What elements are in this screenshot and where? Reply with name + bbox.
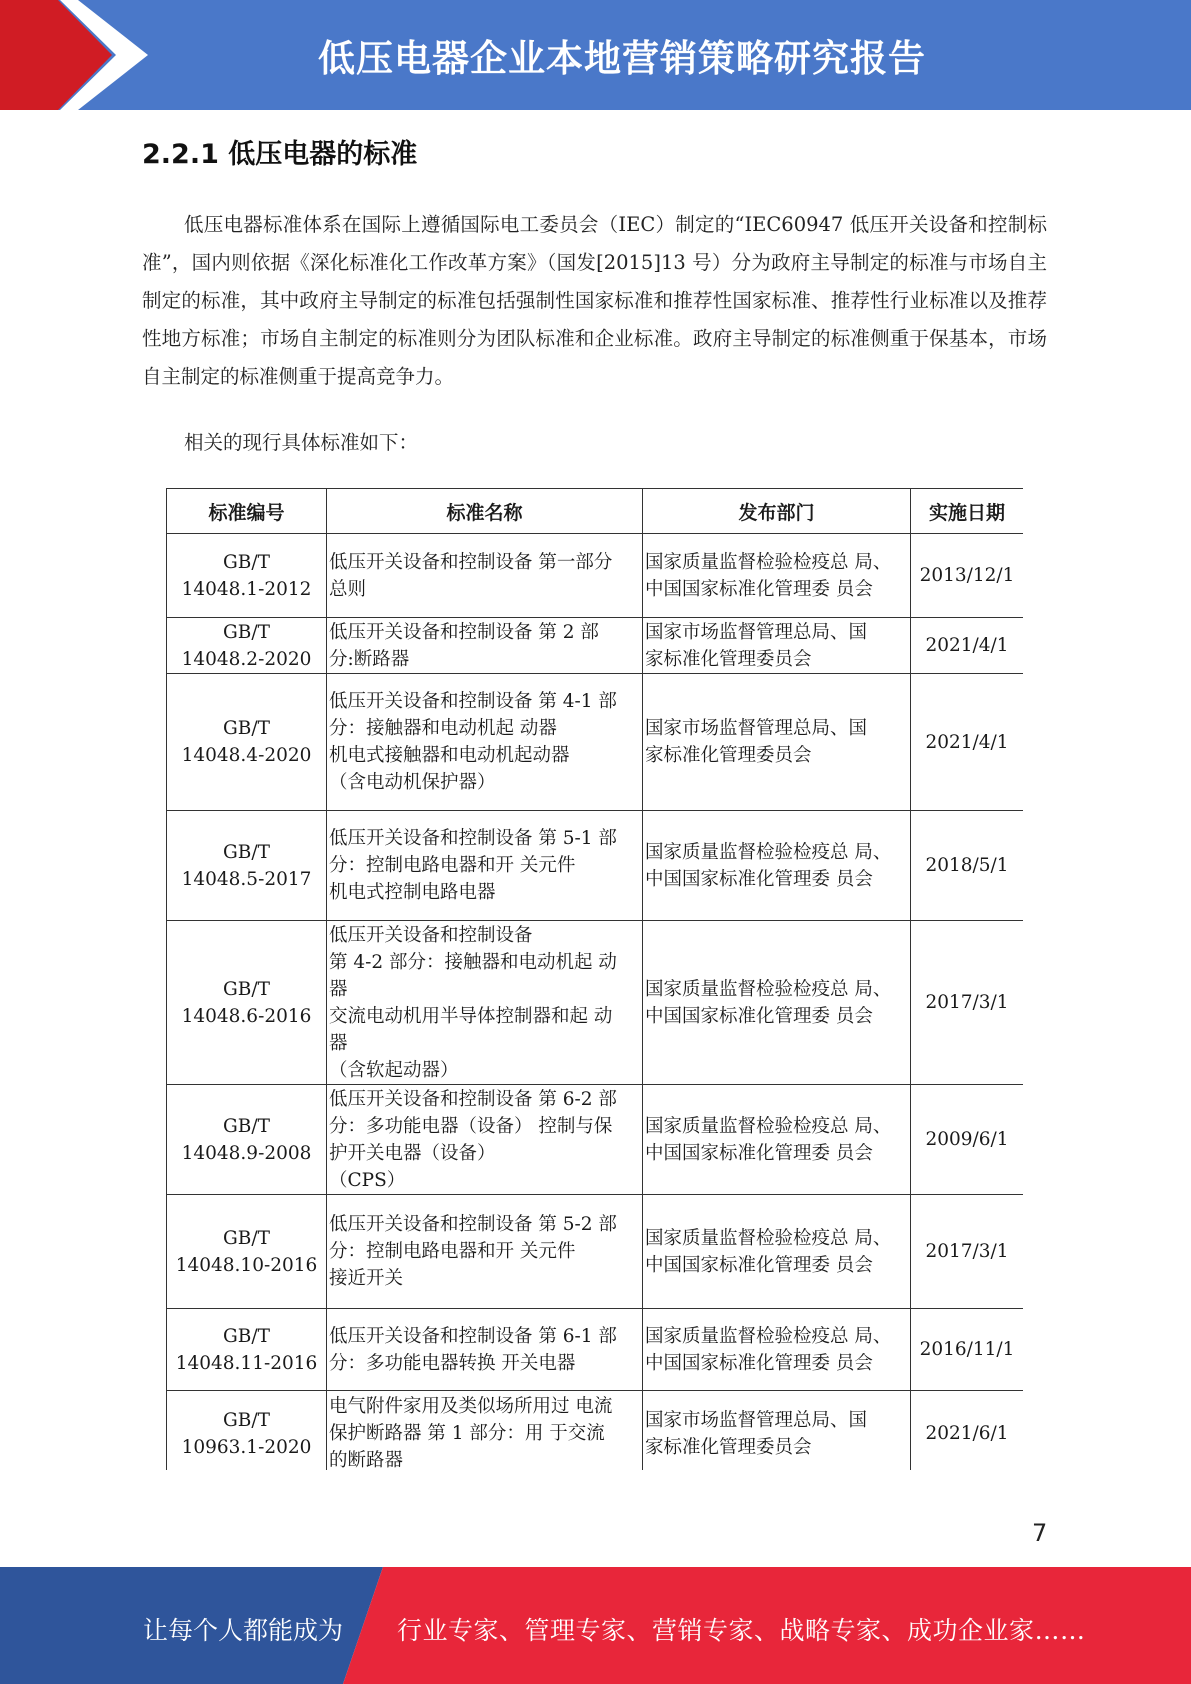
dept-line: 国家质量监督检验检疫总 局、 [645, 551, 892, 573]
header-name: 标准名称 [327, 489, 643, 534]
name-line: 的断路器 [329, 1450, 404, 1470]
name-line: 第 4-2 部分：接触器和电动机起 动 [329, 951, 617, 973]
name-line: 护开关电器（设备） [329, 1142, 496, 1164]
standards-table [166, 488, 1023, 1470]
name-line: 分：多功能电器转换 开关电器 [329, 1352, 576, 1374]
name-line: 分：多功能电器（设备） 控制与保 [329, 1115, 613, 1137]
code-line: 14048.5-2017 [181, 868, 312, 890]
department-cell [643, 534, 911, 618]
standard-code-cell [167, 674, 327, 811]
dept-line: 国家市场监督管理总局、国 [645, 1409, 868, 1431]
name-line: 低压开关设备和控制设备 第 2 部 [329, 621, 599, 643]
code-line: 14048.1-2012 [181, 578, 312, 600]
section-heading: 2.2.1 低压电器的标准 [142, 139, 418, 170]
name-line: 低压开关设备和控制设备 第 5-2 部 [329, 1214, 617, 1235]
department-cell [643, 618, 911, 674]
standard-code-cell [167, 1309, 327, 1391]
header-code: 标准编号 [167, 489, 327, 534]
standard-name-cell [327, 1085, 643, 1195]
name-line: 低压开关设备和控制设备 第一部分 [329, 551, 613, 573]
name-line: 器 [329, 1032, 348, 1054]
name-line: 分:断路器 [329, 648, 410, 670]
department-cell [643, 1195, 911, 1309]
table-row [167, 1309, 1024, 1391]
name-line: （含电动机保护器） [329, 772, 496, 793]
standard-code-cell [167, 618, 327, 674]
name-line: 低压开关设备和控制设备 第 5-1 部 [329, 828, 617, 849]
code-line: 14048.6-2016 [181, 1005, 312, 1027]
date-cell: 2009/6/1 [911, 1085, 1024, 1195]
dept-line: 国家质量监督检验检疫总 局、 [645, 1115, 892, 1137]
code-line: GB/T [223, 1227, 270, 1249]
table-row [167, 618, 1024, 674]
name-line: 机电式控制电路电器 [329, 882, 496, 903]
code-line: GB/T [223, 718, 270, 739]
dept-line: 中国国家标准化管理委 员会 [645, 1352, 873, 1374]
header-arrow-decoration [0, 0, 150, 110]
standard-code-cell [167, 921, 327, 1085]
dept-line: 国家质量监督检验检疫总 局、 [645, 1325, 892, 1347]
name-line: 低压开关设备和控制设备 [329, 924, 533, 946]
code-line: GB/T [223, 1325, 270, 1347]
standard-name-cell [327, 618, 643, 674]
standard-name-cell [327, 1309, 643, 1391]
name-line: 接近开关 [329, 1268, 404, 1289]
date-cell: 2021/4/1 [911, 674, 1024, 811]
code-line: GB/T [223, 621, 270, 643]
name-line: 分：接触器和电动机起 动器 [329, 718, 557, 739]
date-cell: 2017/3/1 [911, 1195, 1024, 1309]
standard-name-cell [327, 811, 643, 921]
page-footer [0, 1567, 1191, 1684]
code-line: GB/T [223, 978, 270, 1000]
table-body [167, 534, 1024, 1471]
code-line: GB/T [223, 1409, 270, 1431]
dept-line: 国家质量监督检验检疫总 局、 [645, 841, 892, 863]
dept-line: 国家质量监督检验检疫总 局、 [645, 978, 892, 1000]
standard-code-cell [167, 811, 327, 921]
name-line: 电气附件家用及类似场所用过 电流 [329, 1396, 613, 1417]
page-number: 7 [1032, 1519, 1048, 1547]
name-line: 保护断路器 第 1 部分：用 于交流 [329, 1423, 605, 1444]
table-row [167, 1085, 1024, 1195]
dept-line: 中国国家标准化管理委 员会 [645, 1005, 873, 1027]
code-line: 10963.1-2020 [181, 1436, 312, 1458]
date-cell: 2021/4/1 [911, 618, 1024, 674]
name-line: 机电式接触器和电动机起动器 [329, 745, 570, 766]
standard-name-cell [327, 1195, 643, 1309]
table-row [167, 1195, 1024, 1309]
date-cell: 2021/6/1 [911, 1391, 1024, 1471]
table-row [167, 1391, 1024, 1471]
date-cell: 2018/5/1 [911, 811, 1024, 921]
dept-line: 中国国家标准化管理委 员会 [645, 578, 873, 600]
standards-table-wrapper [166, 488, 1023, 1470]
table-intro-text: 相关的现行具体标准如下： [184, 431, 419, 454]
department-cell [643, 1309, 911, 1391]
standard-code-cell [167, 1195, 327, 1309]
code-line: GB/T [223, 841, 270, 863]
department-cell [643, 1085, 911, 1195]
standard-code-cell [167, 534, 327, 618]
code-line: GB/T [223, 1115, 270, 1137]
standard-name-cell [327, 674, 643, 811]
standard-name-cell [327, 534, 643, 618]
name-line: 总则 [329, 578, 367, 600]
table-row [167, 811, 1024, 921]
name-line: 交流电动机用半导体控制器和起 动 [329, 1005, 613, 1027]
standard-code-cell [167, 1085, 327, 1195]
dept-line: 国家市场监督管理总局、国 [645, 718, 868, 739]
dept-line: 国家市场监督管理总局、国 [645, 621, 868, 643]
date-cell: 2017/3/1 [911, 921, 1024, 1085]
department-cell [643, 1391, 911, 1471]
dept-line: 中国国家标准化管理委 员会 [645, 1142, 873, 1164]
dept-line: 家标准化管理委员会 [645, 648, 812, 670]
department-cell [643, 674, 911, 811]
footer-slogan-left: 让每个人都能成为 [143, 1616, 344, 1645]
code-line: 14048.2-2020 [181, 648, 312, 670]
table-row [167, 921, 1024, 1085]
report-title: 低压电器企业本地营销策略研究报告 [318, 37, 926, 80]
department-cell [643, 921, 911, 1085]
name-line: 低压开关设备和控制设备 第 6-1 部 [329, 1325, 617, 1347]
table-header-row [167, 489, 1024, 534]
header-date: 实施日期 [911, 489, 1024, 534]
standard-code-cell [167, 1391, 327, 1471]
page-header [0, 0, 1191, 110]
header-dept: 发布部门 [643, 489, 911, 534]
department-cell [643, 811, 911, 921]
code-line: 14048.11-2016 [175, 1352, 318, 1374]
name-line: 分：控制电路电器和开 关元件 [329, 855, 576, 876]
standard-name-cell [327, 921, 643, 1085]
code-line: GB/T [223, 551, 270, 573]
table-row [167, 534, 1024, 618]
name-line: 分：控制电路电器和开 关元件 [329, 1241, 576, 1262]
date-cell: 2016/11/1 [911, 1309, 1024, 1391]
name-line: 低压开关设备和控制设备 第 6-2 部 [329, 1088, 617, 1110]
date-cell: 2013/12/1 [911, 534, 1024, 618]
name-line: （CPS） [329, 1169, 406, 1191]
code-line: 14048.10-2016 [175, 1254, 318, 1276]
table-row [167, 674, 1024, 811]
dept-line: 家标准化管理委员会 [645, 1436, 812, 1458]
dept-line: 国家质量监督检验检疫总 局、 [645, 1227, 892, 1249]
dept-line: 中国国家标准化管理委 员会 [645, 1254, 873, 1276]
name-line: 器 [329, 978, 348, 1000]
dept-line: 中国国家标准化管理委 员会 [645, 868, 873, 890]
code-line: 14048.9-2008 [181, 1142, 312, 1164]
dept-line: 家标准化管理委员会 [645, 745, 812, 766]
footer-slogan-right: 行业专家、管理专家、营销专家、战略专家、成功企业家…… [397, 1616, 1086, 1645]
code-line: 14048.4-2020 [181, 745, 312, 766]
standard-name-cell [327, 1391, 643, 1471]
name-line: 低压开关设备和控制设备 第 4-1 部 [329, 691, 617, 712]
name-line: （含软起动器） [329, 1059, 459, 1081]
body-paragraph: 低压电器标准体系在国际上遵循国际电工委员会（IEC）制定的“IEC60947 低压开关设备和控制标准”，国内则依据《深化标准化工作改革方案》（国发[2015]13 号）分为政府主导制定的标准与市场自主制定的标准，其中政府主导制定的标准包括强制性国家标准和推荐性国家标准、推荐性行业标准以及推荐性地方标准；市场自主制定的标准则分为团队标准和企业标准。政府主导制定的标准侧重于保基本，市场自主制定的标准侧重于提高竞争力。 [142, 213, 1047, 388]
